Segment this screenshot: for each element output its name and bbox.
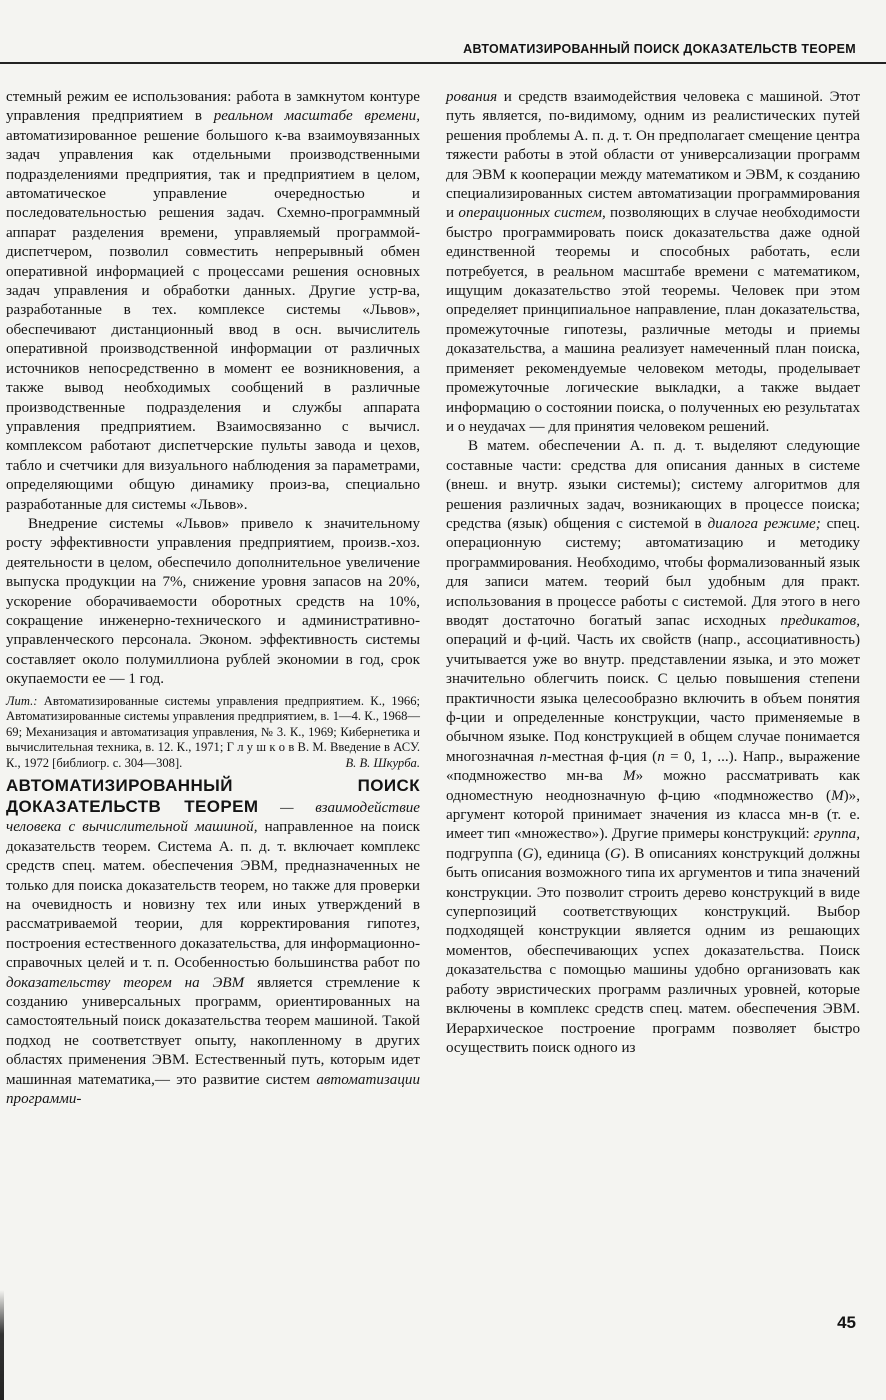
italic-variable: n: [657, 748, 665, 765]
entry-definition: — взаимодействие человека с вычислительной машиной,: [6, 799, 421, 836]
italic-variable: M: [622, 768, 636, 785]
italic-term: доказательству теорем на ЭВМ: [6, 974, 245, 991]
page-number: 45: [837, 1313, 856, 1332]
text-run: ). В описаниях конструкций должны быть описания возможного типа их аргументов и типа значений конструкции. Это позволит строить дерево конструкций в виде суперпозиций соответствующих конструкций. Выбор подходящей конструкции является одним из решающих моментов, обеспечивающих успех доказательства. Поиск доказательства с помощью машины удобно организовать как работу эвристических программ различных уровней, которые включены в комплекс средств спец. матем. обеспечения ЭВМ. Иерархическое построение программ позволяет быстро осуществить поиск одного из: [446, 845, 860, 1056]
italic-term: рования: [446, 89, 498, 105]
text-run: ), единица (: [533, 845, 610, 862]
text-run: позволяющих в случае необходимости быстро программировать поиск доказательства даже одной единственной теоремы и способных работать, если потребуется, в реальном масштабе времени с математиком, ищущим доказательство этой теоремы. Человек при этом определяет принципиальное направление, план доказательства, промежуточные гипотезы, различные методы и приемы доказательства, а машина реализует намеченный план поиска, применяет рекомендуемые человеком методы, проделывает промежуточные логические выкладки, а также выдает информацию о состоянии поиска, о полученных ею результатах и о неудачах — для принятия человеком решений.: [446, 205, 860, 435]
right-column: [446, 88, 860, 1058]
literature-label: Лит.:: [6, 693, 38, 708]
italic-variable: n: [539, 748, 547, 765]
left-paragraph-2: Внедрение системы «Львов» привело к значительному росту эффективности управления предприятием, произв.-хоз. деятельности в целом, обеспечило дополнительное увеличение выпуска продукции на 7%, снижение уровня запасов на 20%, ускорение оборачиваемости оборотных средств на 10%, сокращение инженерно-технического и административно-управленческого персонала. Эконом. эффективность системы составляет около полумиллиона рублей экономии в год, срок окупаемости ее — 1 год.: [6, 515, 420, 688]
italic-variable: M: [831, 787, 844, 804]
article-entry: [6, 776, 420, 1110]
text-run: )», аргумент которой принимает значения из класса мн-в (т. е. имеет тип «множество»). Другие примеры конструкций:: [446, 787, 860, 843]
italic-variable: G: [609, 845, 621, 862]
entry-heading: АВТОМАТИЗИРОВАННЫЙ ПОИСК ДОКАЗАТЕЛЬСТВ ТЕОРЕМ: [6, 775, 420, 816]
literature-block: [6, 694, 420, 772]
italic-term: группа,: [813, 826, 860, 843]
text-run: автоматизированное решение большого к-ва взаимоувязанных задач управления как отдельными производственными подразделениями предприятия, так и предприятием в целом, автоматическое управление очередностью и последовательностью решения задач. Схемно-программный аппарат разделения времени, управляемый программой-диспетчером, позволил совместить непрерывный обмен оперативной информацией с процессами решения основных задач управления и обработки данных. Другие устр-ва, разработанные в тех. комплексе системы «Львов», обеспечивают дистанционный ввод в осн. вычислитель оперативной производственной информации от различных источников непосредственно в момент ее возникновения, а также вывод необходимых сообщений в различные производственные подразделения и службы аппарата управления предприятием. Взаимосвязанно с вычисл. комплексом работают диспетчерские пульты завода и цехов, табло и счетчики для визуального наблюдения за параметрами, определяющими общую динамику произ-ва, специально разработанные для системы «Львов».: [6, 127, 420, 513]
right-paragraph-2: [446, 437, 860, 1058]
italic-term: реальном масштабе времени,: [213, 108, 420, 125]
text-run: стемный режим ее использования: работа в замкнутом контуре управления предприятием в: [6, 89, 420, 125]
italic-variable: G: [522, 845, 534, 862]
running-title: АВТОМАТИЗИРОВАННЫЙ ПОИСК ДОКАЗАТЕЛЬСТВ ТЕОРЕМ: [463, 42, 856, 56]
scan-edge-shadow: [0, 1290, 4, 1400]
italic-term: диалога режиме;: [707, 515, 821, 532]
text-run: В матем. обеспечении А. п. д. т. выделяют следующие составные части: средства для описания данных в системе (внеш. и внутр. языки системы); систему алгоритмов для решения различных задач, возникающих в процессе поиска; средства (язык) общения с системой в: [446, 438, 860, 532]
text-run: -местная ф-ция (: [546, 748, 658, 765]
text-run: операций и ф-ций. Часть их свойств (напр., ассоциативность) учитывается уже во внутр. представлении языка, и это может значительно облегчить поиск. С целью повышения степени практичности языка целесообразно включить в объем понятия ф-ции и определенные конструкции, часто применяемые в обычном языке. Под конструкцией в общем случае понимается многозначная: [446, 632, 860, 765]
literature-text: Автоматизированные системы управления предприятием. К., 1966; Автоматизированные системы управления предприятием, в. 1—4. К., 1968—69; Механизация и автоматизация управления, № 3. К., 1969; Кибернетика и вычислительная техника, в. 12. К., 1971; Г л у ш к о в В. М. Введение в АСУ. К., 1972 [библиогр. с. 304—308].: [6, 693, 420, 770]
running-header: [0, 40, 886, 64]
left-column: [6, 88, 420, 1109]
italic-term: операционных систем,: [458, 205, 606, 222]
italic-term: предикатов,: [780, 612, 860, 629]
text-run: = 0, 1, ...). Напр., выражение «подмножество мн-ва: [446, 748, 860, 785]
left-paragraph-1: [6, 88, 420, 515]
text-run: спец. операционную систему; автоматизацию и методику программирования. Необходимо, чтобы формализованный язык для записи матем. теорий был удобным для практ. использования в процессе работы с системой. Для этого в него вводят достаточно богатый запас исходных: [446, 515, 860, 629]
text-run: направленное на поиск доказательств теорем. Система А. п. д. т. включает комплекс средств спец. матем. обеспечения ЭВМ, предназначенных не только для поиска доказательств теорем, но также для проверки на очевидность и новизну тех или иных утверждений в рассматриваемой теории, для корректирования гипотез, построения естественного доказательства, для информационно-справочных целей и т. п. Особенностью большинства работ по: [6, 819, 420, 972]
text-run: подгруппа (: [446, 845, 523, 862]
article-author: В. В. Шкурба.: [345, 755, 420, 770]
italic-term: автоматизации программи-: [6, 1071, 420, 1108]
text-run: является стремление к созданию универсальных программ, ориентированных на самостоятельный поиск доказательства теорем машиной. Такой подход не соответствует опыту, накопленному в других областях применения ЭВМ. Естественный путь, которым идет машинная математика,— это развитие систем: [6, 974, 420, 1088]
right-paragraph-1: [446, 88, 860, 437]
text-run: и средств взаимодействия человека с машиной. Этот путь является, по-видимому, одним из реалистических путей решения проблемы А. п. д. т. Он предполагает смещение центра тяжести работы в этой области от универсализации программ для ЭВМ к кооперации между математиком и ЭВМ, к созданию специализированных систем автоматизации программирования и: [446, 89, 860, 222]
text-run: » можно рассматривать как одноместную неоднозначную ф-цию «подмножество (: [446, 768, 860, 804]
